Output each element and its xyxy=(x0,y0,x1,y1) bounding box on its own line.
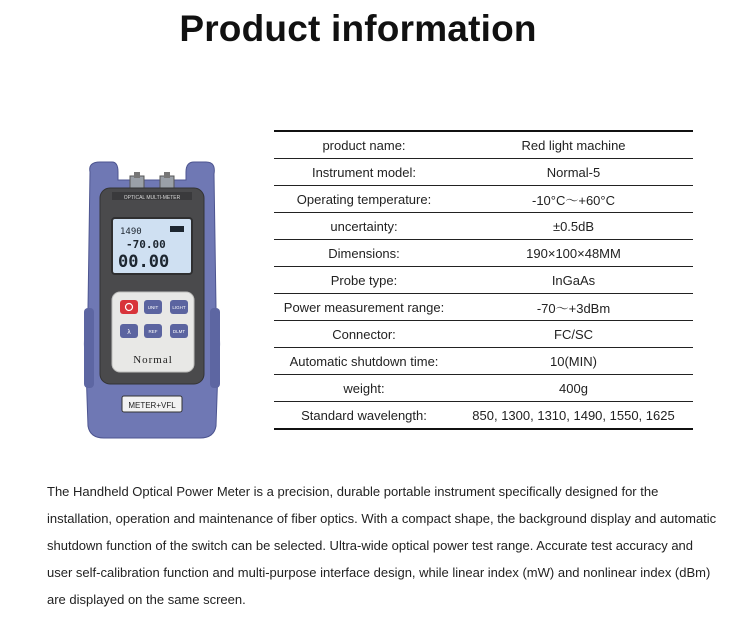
spec-row xyxy=(274,348,693,375)
lambda-button-label: λ xyxy=(127,329,131,336)
unit-button-label: UNIT xyxy=(147,305,159,310)
spec-value: -70～+3dBm xyxy=(454,294,693,321)
spec-label: Power measurement range: xyxy=(274,294,454,321)
spec-value: Normal-5 xyxy=(454,159,693,186)
spec-label: Dimensions: xyxy=(274,240,454,267)
spec-label: weight: xyxy=(274,375,454,402)
spec-value: 190×100×48MM xyxy=(454,240,693,267)
spec-row xyxy=(274,321,693,348)
spec-label: uncertainty: xyxy=(274,213,454,240)
spec-row xyxy=(274,267,693,294)
spec-row xyxy=(274,240,693,267)
spec-value: 850, 1300, 1310, 1490, 1550, 1625 xyxy=(472,407,675,423)
spec-row xyxy=(274,213,693,240)
spec-value: FC/SC xyxy=(454,321,693,348)
product-description: The Handheld Optical Power Meter is a precision, durable portable instrument specifically designed for the installation, operation and maintenance of fiber optics. With a compact shape, the background display and automatic shutdown function of the switch can be selected. Ultra-wide optical power test range. Accurate test accuracy and user self-calibration function and multi-purpose interface design, while linear index (mW) and nonlinear index (dBm) are displayed on the same screen. xyxy=(47,484,717,607)
spec-label: Connector: xyxy=(274,321,454,348)
spec-row xyxy=(274,294,693,321)
dlmt-button-label: DLMT xyxy=(172,329,186,334)
spec-value: 10(MIN) xyxy=(454,348,693,375)
spec-value: Red light machine xyxy=(454,131,693,159)
spec-row xyxy=(274,131,693,159)
page-title: Product information xyxy=(179,8,537,49)
device-header-text: OPTICAL MULTI-METER xyxy=(123,195,181,201)
lcd-line-1: 1490 xyxy=(120,227,142,237)
ref-button-label: REF xyxy=(148,329,158,334)
spec-label: Standard wavelength: xyxy=(301,407,427,423)
spec-value: ±0.5dB xyxy=(454,213,693,240)
lcd-line-2: -70.00 xyxy=(126,238,166,251)
spec-label: product name: xyxy=(274,131,454,159)
spec-row xyxy=(274,375,693,402)
light-button-label: LIGHT xyxy=(172,305,186,310)
spec-value: -10°C～+60°C xyxy=(454,186,693,213)
device-brand: Normal xyxy=(133,354,173,366)
spec-value: InGaAs xyxy=(454,267,693,294)
spec-row xyxy=(274,186,693,213)
spec-value: 400g xyxy=(454,375,693,402)
device-footer-label: METER+VFL xyxy=(128,401,176,410)
spec-label: Instrument model: xyxy=(274,159,454,186)
lcd-line-3: 00.00 xyxy=(118,252,170,272)
spec-label: Probe type: xyxy=(274,267,454,294)
spec-label: Automatic shutdown time: xyxy=(274,348,454,375)
spec-table xyxy=(274,130,693,430)
spec-label: Operating temperature: xyxy=(274,186,454,213)
spec-row xyxy=(274,402,693,430)
spec-row xyxy=(274,159,693,186)
power-button[interactable] xyxy=(120,300,138,314)
optical-power-meter-image xyxy=(82,158,222,440)
